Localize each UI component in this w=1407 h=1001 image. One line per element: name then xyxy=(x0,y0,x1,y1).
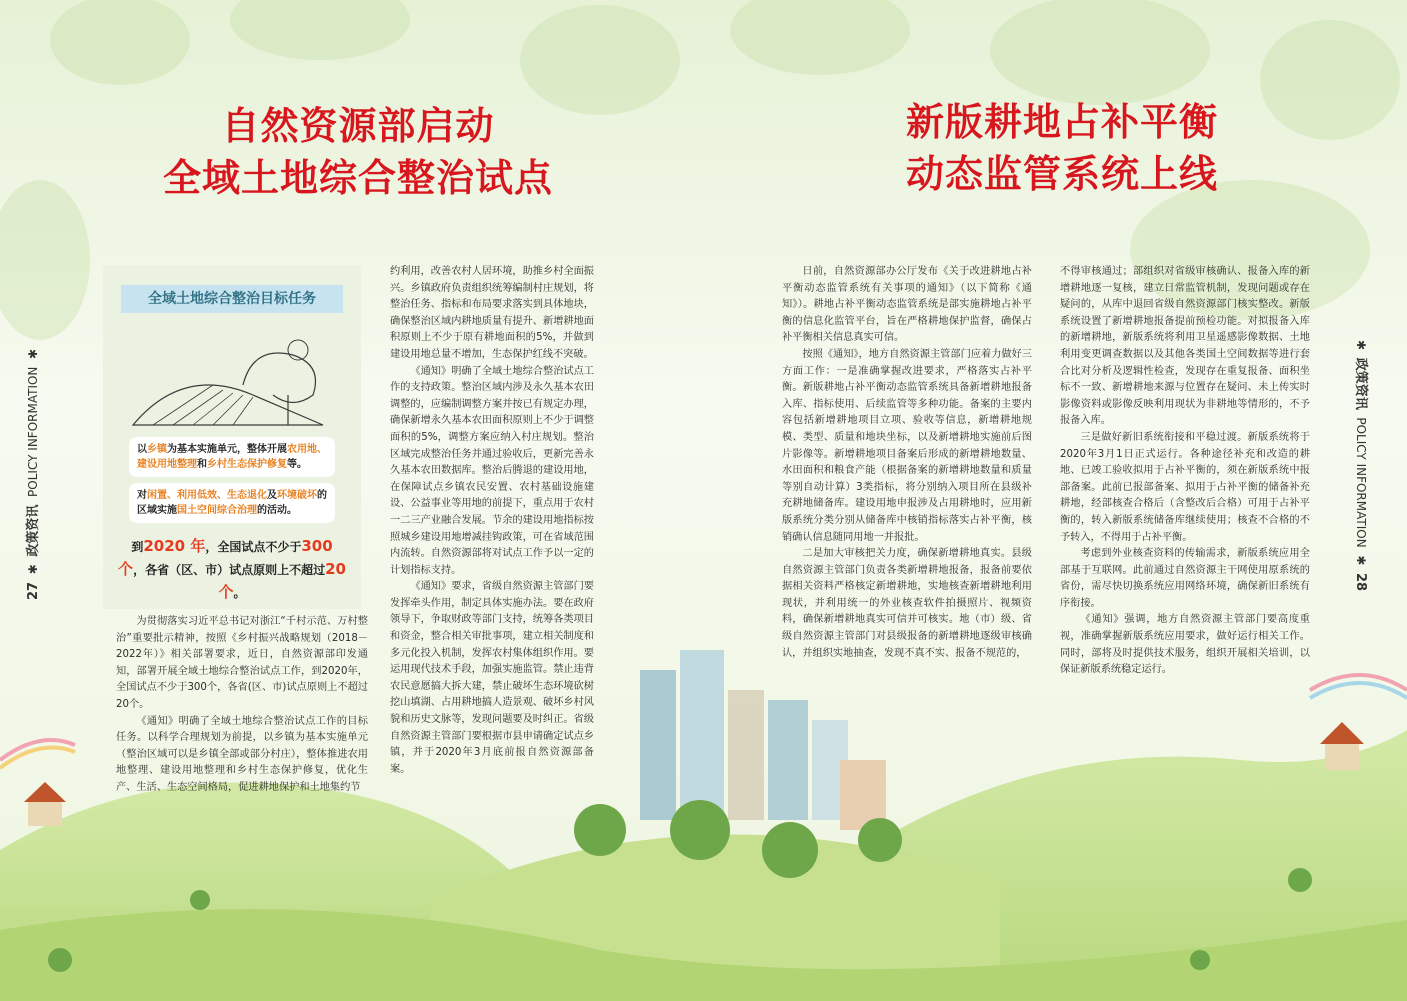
item2-highlight-c: 国土空间综合治理 xyxy=(177,505,257,516)
paragraph: 三是做好新旧系统衔接和平稳过渡。新版系统将于2020年3月1日正式运行。各种途径补充和改造的耕地、已竣工验收拟用于占补平衡的，须在新版系统中报部备案。此前已报部备案、拟用于占补平衡的储备补充耕地，经部核查合格后（含整改后合格）可用于占补平衡的，转入新版系统储备库继续使用；核查不合格的不予转入，不得用于占补平衡。 xyxy=(1060,431,1310,543)
right-article-title xyxy=(822,96,1302,200)
left-page-number: 27 xyxy=(26,581,41,600)
item1-text-c: 和 xyxy=(197,459,207,470)
left-article-column-2 xyxy=(390,264,594,778)
left-article-column-1 xyxy=(116,614,368,797)
item2-text-d: 的活动。 xyxy=(257,505,297,516)
right-article-column-1 xyxy=(782,264,1032,662)
right-title-line-1: 新版耕地占补平衡 xyxy=(905,100,1218,144)
paragraph: 按照《通知》，地方自然资源主管部门应着力做好三方面工作：一是准确掌握改进要求，严格落实占补平衡。新版耕地占补平衡动态监管系统具备新增耕地报备入库、指标使用、后续监管等多种功能。备案的主要内容包括新增耕地项目立项、验收等信息，新增耕地规模、类型、质量和地块坐标，以及新增耕地实施前后图片影像等。新增耕地项目备案后形成的新增耕地数量、水田面积和粮食产能（根据备案的新增耕地数量和质量等别自动计算）3类指标，将分别纳入项目所在县级补充耕地储备库。建设用地申报涉及占用耕地时，应用新版系统分类分别从储备库中核销指标落实占补平衡，核销确认信息随同用地一并报批。 xyxy=(782,348,1032,543)
goal-text-b: ，全国试点不少于 xyxy=(205,540,302,554)
paragraph: 《通知》明确了全域土地综合整治试点工作的支持政策。整治区域内涉及永久基本农田调整的，应编制调整方案并按已有规定办理，确保新增永久基本农田面积原则上不少于调整面积的5%，调整方案应纳入村庄规划。整治区域完成整治任务并通过验收后，更新完善永久基本农田数据库。整治后腾退的建设用地，在保障试点乡镇农民安置、农村基础设施建设、公益事业等用地的前提下，重点用于农村一二三产业融合发展。节余的建设用地指标按照城乡建设用地增减挂钩政策，可在省域范围内流转。自然资源部将对试点工作予以一定的计划指标支持。 xyxy=(390,365,594,576)
paragraph: 二是加大审核把关力度，确保新增耕地真实。县级自然资源主管部门负责各类新增耕地报备，报备前要依据相关资料严格核定新增耕地，实地核查新增耕地利用现状，并利用统一的外业核查软件拍摄照片、视频资料，确保新增耕地真实可信并可核实。地（市）级、省级自然资源主管部门对县级报备的新增耕地逐级审核确认，并组织实地抽查，发现不真不实、报备不规范的， xyxy=(782,548,1032,659)
item2-highlight-a: 闲置、利用低效、生态退化 xyxy=(147,490,267,501)
paragraph: 《通知》强调，地方自然资源主管部门要高度重视，准确掌握新版系统应用要求，做好运行相关工作。同时，部将及时提供技术服务，组织开展相关培训，以保证新版系统稳定运行。 xyxy=(1060,614,1310,676)
paragraph: 为贯彻落实习近平总书记对浙江“千村示范、万村整治”重要批示精神，按照《乡村振兴战略规划（2018－2022年）》相关部署要求，近日，自然资源部印发通知，部署开展全域土地综合整治试点工作，到2020年，全国试点不少于300个，各省(区、市)试点原则上不超过20个。 xyxy=(116,616,368,710)
paragraph: 约利用，改善农村人居环境，助推乡村全面振兴。乡镇政府负责组织统筹编制村庄规划，将整治任务、指标和布局要求落实到具体地块，确保整治区域内耕地质量有提升、新增耕地面积原则上不少于原有耕地面积的5%，并做到建设用地总量不增加，生态保护红线不突破。 xyxy=(390,266,594,360)
right-section-en: POLICY INFORMATION xyxy=(1354,417,1368,548)
goal-text-d: 。 xyxy=(233,586,246,600)
item2-highlight-b: 环境破坏 xyxy=(277,490,317,501)
item2-text-b: 及 xyxy=(267,490,277,501)
farmland-illustration xyxy=(123,325,343,435)
paragraph: 《通知》明确了全域土地综合整治试点工作的目标任务。以科学合理规划为前提，以乡镇为基本实施单元（整治区域可以是乡镇全部或部分村庄），整体推进农用地整理、建设用地整理和乡村生态保护修复，优化生产、生活、生态空间格局，促进耕地保护和土地集约节 xyxy=(116,715,368,793)
paragraph: 不得审核通过；部组织对省级审核确认、报备入库的新增耕地逐一复核，建立日常监管机制，发现问题或存在疑问的，从库中退回省级自然资源部门核实整改。新版系统设置了新增耕地报备提前预检功能。对拟报备入库的新增耕地，新版系统将利用卫星遥感影像数据、土地利用变更调查数据以及其他各类国土空间数据等进行套合比对分析及逻辑性检查，发现存在重复报备、面积坐标不一致、新增耕地来源与位置存在疑问、未上传实时影像资料或影像反映利用现状为非耕地等情形的，不予报备入库。 xyxy=(1060,266,1310,427)
item2-text-a: 对 xyxy=(137,490,147,501)
left-title-line-2: 全域土地综合整治试点 xyxy=(162,156,553,200)
left-section-label: 27 ✱ 政策资讯 POLICY INFORMATION ✱ xyxy=(26,348,41,600)
infobox-item-2 xyxy=(129,483,335,523)
item1-highlight-b: 农用地、建设用地整理 xyxy=(137,444,327,470)
item1-highlight-c: 乡村生态保护修复 xyxy=(207,459,287,470)
infobox-goal xyxy=(117,535,347,604)
item1-text-b: 为基本实施单元，整体开展 xyxy=(167,444,287,455)
goal-year: 2020 年 xyxy=(143,537,206,555)
item2-text-c: 的区域实施 xyxy=(137,490,327,516)
left-section-cn: 政策资讯 xyxy=(26,504,41,557)
right-article-column-2 xyxy=(1060,264,1310,679)
item1-text-d: 等。 xyxy=(287,459,307,470)
goal-text-c: ，各省（区、市）试点原则上不超过 xyxy=(133,563,326,577)
right-section-cn: 政策资讯 xyxy=(1353,357,1368,410)
right-section-label: ✱ 政策资讯 POLICY INFORMATION ✱ 28 xyxy=(1353,340,1368,592)
infobox-item-1 xyxy=(129,437,335,477)
item1-highlight-a: 乡镇 xyxy=(147,444,167,455)
target-task-infobox xyxy=(103,265,361,609)
goal-text-a: 到 xyxy=(131,540,144,554)
goal-province-count: 20 个 xyxy=(218,560,346,601)
right-page-number: 28 xyxy=(1353,573,1368,592)
left-section-en: POLICY INFORMATION xyxy=(26,366,40,497)
paragraph: 考虑到外业核查资料的传输需求，新版系统应用全部基于互联网。此前通过自然资源主干网使用原系统的省份，需尽快切换系统应用网络环境，确保新旧系统有序衔接。 xyxy=(1060,548,1310,609)
right-title-line-2: 动态监管系统上线 xyxy=(905,152,1218,196)
paragraph: 日前，自然资源部办公厅发布《关于改进耕地占补平衡动态监管系统有关事项的通知》（以下简称《通知》）。耕地占补平衡动态监管系统是部实施耕地占补平衡的信息化监管平台，旨在严格耕地保护监督，确保占补平衡相关信息真实可信。 xyxy=(782,266,1032,344)
goal-national-count: 300 个 xyxy=(118,537,333,578)
left-title-line-1: 自然资源部启动 xyxy=(221,104,495,148)
paragraph: 《通知》要求，省级自然资源主管部门要发挥牵头作用，制定具体实施办法。要在政府领导下，争取财政等部门支持，统筹各类项目和资金，整合相关审批事项，建立相关制度和多元化投入机制，发挥农村集体组织作用。要运用现代技术手段，加强实施监管。禁止违背农民意愿搞大拆大建，禁止破坏生态环境砍树挖山填湖、占用耕地搞人造景观、破坏乡村风貌和历史文脉等，发现问题要及时纠正。省级自然资源主管部门要根据市县申请确定试点乡镇，并于2020年3月底前报自然资源部备案。 xyxy=(390,581,594,775)
infobox-title: 全域土地综合整治目标任务 xyxy=(121,285,343,313)
left-article-title xyxy=(118,100,598,204)
item1-text-a: 以 xyxy=(137,444,147,455)
